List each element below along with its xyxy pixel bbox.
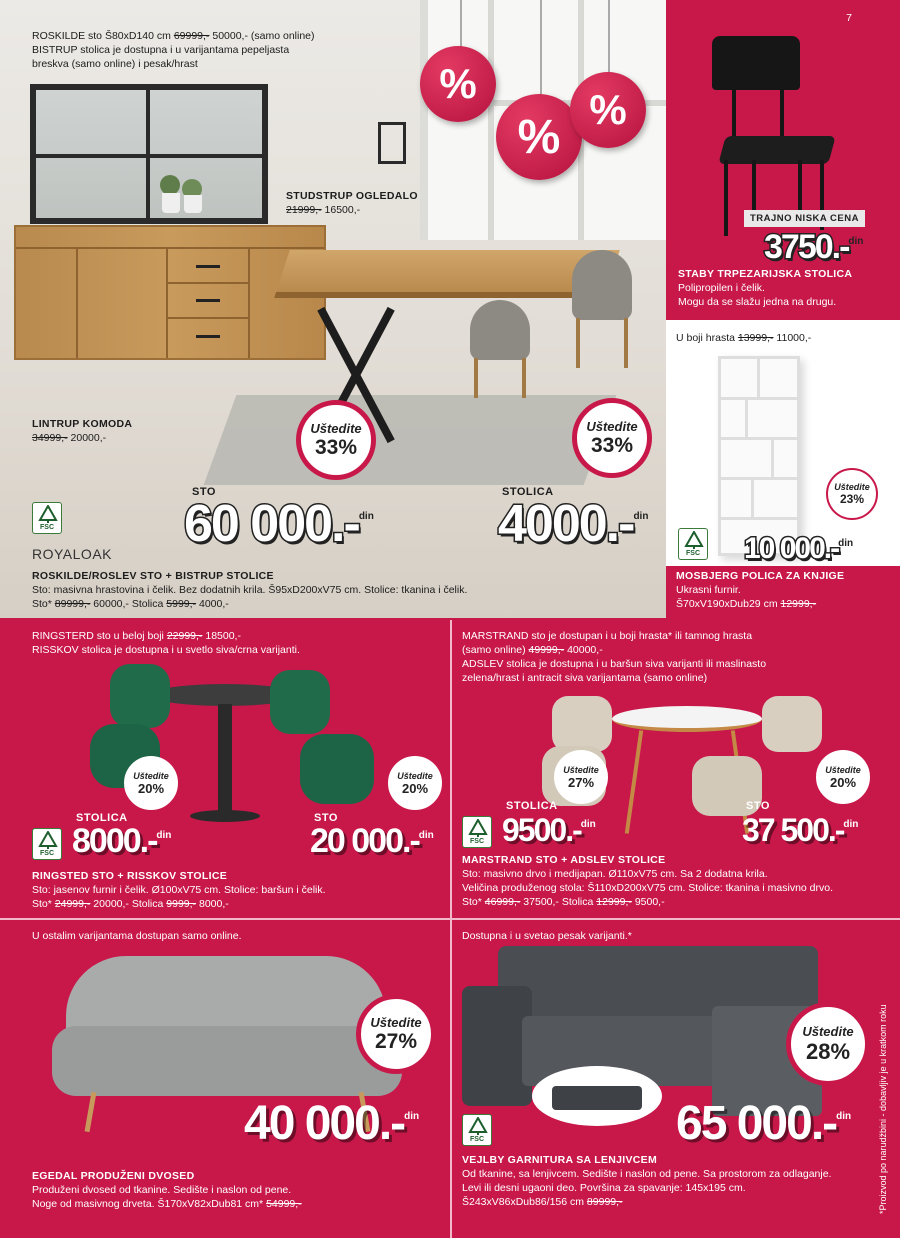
bistrup-note: BISTRUP stolica je dostupna i u varijantama pepeljasta [32,44,290,56]
mosbjerg-note: U boji hrasta 13999,- 11000,- [676,332,812,344]
studstrup-title: STUDSTRUP OGLEDALO [286,190,418,202]
vejlby-price: 65 000.-$^{din}$ [676,1097,852,1150]
sto-label: STO [192,486,216,498]
egedal-price: 40 000.-$^{din}$ [244,1097,420,1150]
marstrand-price: 37 500.-$^{din}$ [742,812,859,848]
mosbjerg-price: 10 000.-$^{din}$ [744,532,854,565]
save-badge-risskov: Uštedite 20% [124,756,178,810]
chair-illustration [560,250,640,370]
staby-panel [666,0,900,318]
marstrand-desc: Veličina produženog stola: Š110xD200xV75 cm. Stolice: tkanina i masivno drvo. [462,882,834,894]
stolica-label: STOLICA [502,486,554,498]
tree-icon [38,831,58,849]
save-badge-vejlby: Uštedite 28% [786,1002,870,1086]
percent-tag: % [570,72,646,148]
ringsted-desc: Sto: jasenov furnir i čelik. Ø100xV75 cm. Stolice: baršun i čelik. [32,884,326,896]
stolica-label: STOLICA [506,800,558,812]
mosbjerg-info [666,566,900,618]
save-badge-ringsted: Uštedite 20% [388,756,442,810]
bookcase-illustration [718,356,800,556]
lintrup-title: LINTRUP KOMODA [32,418,133,430]
vejlby-desc: Levi ili desni ugaoni deo. Površina za spavanje: 145x195 cm. [462,1182,746,1194]
adslev-note: zelena/hrast i antracit siva varijantama (samo online) [462,672,708,684]
low-price-chip: TRAJNO NISKA CENA [744,210,865,227]
fsc-logo: FSC [462,816,492,848]
tag-string [460,0,462,48]
save-badge-egedal: Uštedite 27% [356,994,436,1074]
egedal-title: EGEDAL PRODUŽENI DVOSED [32,1170,195,1182]
fsc-logo: FSC [32,828,62,860]
save-badge-adslev: Uštedite 27% [554,750,608,804]
fsc-logo: FSC [678,528,708,560]
marstrand-note: MARSTRAND sto je dostupan i u boji hrasta* ili tamnog hrasta [462,630,753,642]
mosbjerg-size: Š70xV190xDub29 cm 12999,- [676,598,817,610]
staby-title: STABY TRPEZARIJSKA STOLICA [678,268,853,280]
marstrand-note: (samo online) 49999,- 40000,- [462,644,603,656]
tree-icon [468,819,488,837]
ringsted-panel [0,620,450,918]
mosbjerg-desc: Ukrasni furnir. [676,584,741,596]
staby-price: 3750.-$^{din}$ [764,228,864,266]
mosbjerg-title: MOSBJERG POLICA ZA KNJIGE [676,570,845,582]
save-badge-stolica: Uštedite 33% [572,398,652,478]
wall-shelf-illustration [378,122,406,164]
stolica-label: STOLICA [76,812,128,824]
adslev-note: ADSLEV stolica je dostupna i u baršun siva varijanti ili maslinasto [462,658,767,670]
royaloak-logo: ROYALOAK [32,546,112,562]
roskilde-prices: Sto* 89999,- 60000,- Stolica 5999,- 4000,- [32,598,229,610]
vejlby-title: VEJLBY GARNITURA SA LENJIVCEM [462,1154,658,1166]
roskilde-title: ROSKILDE/ROSLEV STO + BISTRUP STOLICE [32,570,274,582]
lintrup-price: 34999,- 20000,- [32,432,107,444]
plant-illustration [150,175,210,215]
vejlby-size: Š243xV86xDub86/156 cm 89999,- [462,1196,623,1208]
fsc-logo: FSC [32,502,62,534]
marstrand-desc: Sto: masivno drvo i medijapan. Ø110xV75 cm. Sa 2 dodatna krila. [462,868,768,880]
tree-icon [468,1117,488,1135]
save-badge-marstrand: Uštedite 20% [816,750,870,804]
adslev-price: 9500.-$^{din}$ [502,812,596,848]
vejlby-note: Dostupna i u svetao pesak varijanti.* [462,930,632,942]
bistrup-note: breskva (samo online) i pesak/hrast [32,58,198,70]
save-badge-mosbjerg: Uštedite 23% [826,468,878,520]
marstrand-prices: Sto* 46999,- 37500,- Stolica 12999,- 9500,- [462,896,665,908]
studstrup-price: 21999,- 16500,- [286,204,361,216]
ringsted-price: 20 000.-$^{din}$ [310,822,434,860]
tag-string [608,0,610,74]
risskov-price: 8000.-$^{din}$ [72,822,172,860]
side-footnote: *Proizvod po narudžbini - dobavljiv je u kratkom roku [878,1004,888,1214]
roskilde-desc: Sto: masivna hrastovina i čelik. Bez dodatnih krila. Š95xD200xV75 cm. Stolice: tkanina i čelik. [32,584,468,596]
tree-icon [38,505,58,523]
ringsted-note: RINGSTERD sto u beloj boji 22999,- 18500,- [32,630,241,642]
sto-label: STO [314,812,338,824]
hero-panel [0,0,666,618]
marstrand-panel [452,620,900,918]
sto-price: 60 000.-$^{din}$ [184,495,374,553]
egedal-desc: Produženi dvosed od tkanine. Sedište i naslon od pene. [32,1184,292,1196]
tag-string [540,0,542,96]
page-number: 7 [846,12,852,24]
marstrand-title: MARSTRAND STO + ADSLEV STOLICE [462,854,666,866]
ringsted-title: RINGSTED STO + RISSKOV STOLICE [32,870,228,882]
egedal-size: Noge od masivnog drveta. Š170xV82xDub81 cm* 54999,- [32,1198,302,1210]
fsc-logo: FSC [462,1114,492,1146]
vejlby-desc: Od tkanine, sa lenjivcem. Sedište i naslon od pene. Sa prostorom za odlaganje. [462,1168,832,1180]
staby-chair-illustration [702,36,842,236]
staby-desc: Mogu da se slažu jedna na drugu. [678,296,837,308]
save-badge-sto: Uštedite 33% [296,400,376,480]
egedal-panel [0,920,450,1238]
vejlby-panel [452,920,900,1238]
stolica-price: 4000.-$^{din}$ [498,495,649,553]
tree-icon [684,531,704,549]
roskilde-note: ROSKILDE sto Š80xD140 cm 69999,- 50000,- (samo online) [32,30,315,42]
egedal-note: U ostalim varijantama dostupan samo online. [32,930,242,942]
ringsted-prices: Sto* 24999,- 20000,- Stolica 9999,- 8000,- [32,898,229,910]
sofa-bed-detail [532,1066,662,1126]
percent-tag: % [420,46,496,122]
sto-label: STO [746,800,770,812]
chair-illustration [450,300,540,400]
staby-desc: Polipropilen i čelik. [678,282,765,294]
percent-tag: % [496,94,582,180]
ringsted-set-illustration [90,664,390,834]
mirror-illustration [30,84,268,224]
risskov-note: RISSKOV stolica je dostupna i u svetlo siva/crna varijanti. [32,644,300,656]
